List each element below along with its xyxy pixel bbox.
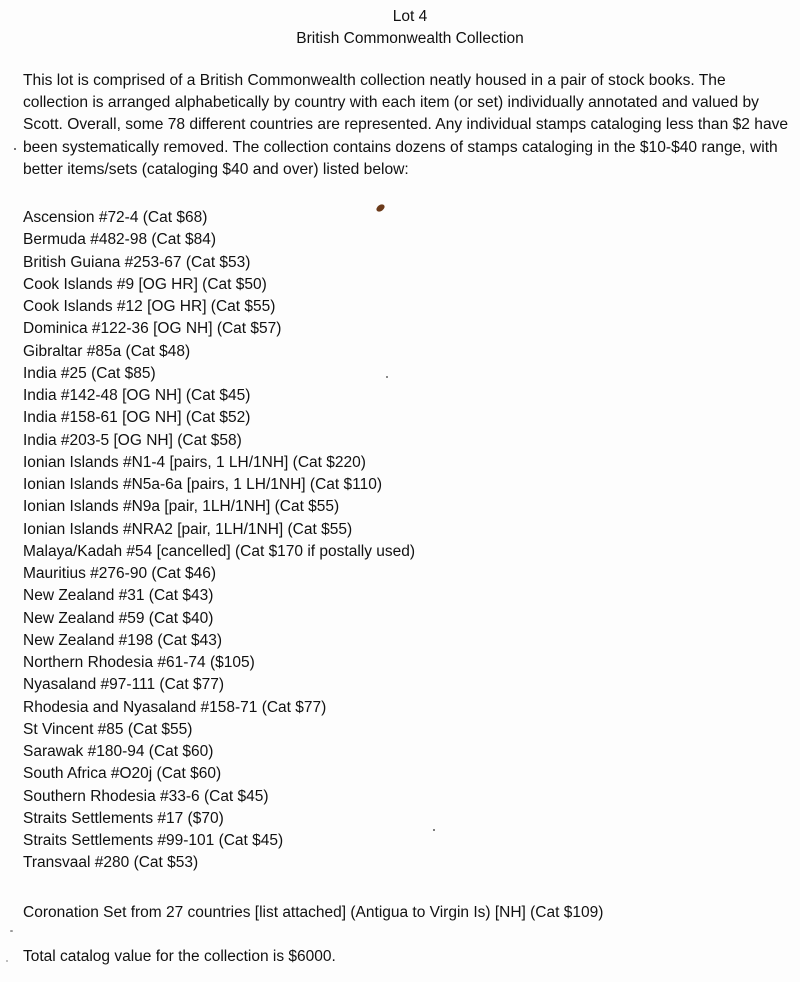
- coronation-set-line: Coronation Set from 27 countries [list attached] (Antigua to Virgin Is) [NH] (Cat $109): [23, 904, 604, 921]
- total-catalog-value: Total catalog value for the collection is $6000.: [23, 948, 336, 965]
- list-item: Cook Islands #12 [OG HR] (Cat $55): [23, 298, 276, 315]
- list-item: Rhodesia and Nyasaland #158-71 (Cat $77): [23, 698, 327, 716]
- list-item: Northern Rhodesia #61-74 ($105): [23, 654, 255, 671]
- scan-blemish: [10, 930, 13, 932]
- list-item: New Zealand #31 (Cat $43): [23, 587, 214, 605]
- list-item: Bermuda #482-98 (Cat $84): [23, 231, 217, 249]
- list-item: New Zealand #59 (Cat $40): [23, 609, 214, 627]
- list-item: New Zealand #198 (Cat $43): [23, 631, 223, 649]
- scan-blemish: [6, 960, 8, 962]
- list-item: Ascension #72-4 (Cat $68): [23, 209, 208, 226]
- lot-description: This lot is comprised of a British Commonwealth collection neatly housed in a pair of stock books. The collection is arranged alphabetically by country with each item (or set) individually annotated and valued by Scott. Overall, some 78 different countries are represented. Any individual stamps cataloging less than $2 have been systematically removed. The collection contains dozens of stamps cataloging in the $10-$40 range, with better items/sets (cataloging $40 and over) listed below:: [23, 72, 789, 178]
- list-item: India #158-61 [OG NH] (Cat $52): [23, 409, 251, 427]
- list-item: Ionian Islands #N5a-6a [pairs, 1 LH/1NH] (Cat $110): [23, 476, 382, 493]
- list-item: Transvaal #280 (Cat $53): [23, 854, 199, 872]
- lot-number: Lot 4: [392, 8, 428, 25]
- scan-blemish: [386, 376, 388, 378]
- list-item: Straits Settlements #99-101 (Cat $45): [23, 832, 284, 849]
- list-item: India #142-48 [OG NH] (Cat $45): [23, 387, 251, 404]
- list-item: Ionian Islands #N1-4 [pairs, 1 LH/1NH] (Cat $220): [23, 453, 366, 471]
- lot-header: [0, 6, 800, 50]
- list-item: Straits Settlements #17 ($70): [23, 809, 224, 827]
- scan-blemish: [433, 829, 435, 831]
- list-item: British Guiana #253-67 (Cat $53): [23, 253, 251, 271]
- list-item: South Africa #O20j (Cat $60): [23, 765, 222, 783]
- list-item: Nyasaland #97-111 (Cat $77): [23, 676, 225, 694]
- list-item: Gibraltar #85a (Cat $48): [23, 342, 191, 360]
- lot-title: British Commonwealth Collection: [296, 30, 524, 47]
- list-item: Mauritius #276-90 (Cat $46): [23, 565, 216, 582]
- list-item: Ionian Islands #NRA2 [pair, 1LH/1NH] (Cat $55): [23, 520, 353, 538]
- scan-blemish: [14, 148, 16, 150]
- list-item: St Vincent #85 (Cat $55): [23, 720, 193, 738]
- list-item: Dominica #122-36 [OG NH] (Cat $57): [23, 320, 282, 338]
- list-item: Sarawak #180-94 (Cat $60): [23, 743, 214, 760]
- list-item: Malaya/Kadah #54 [cancelled] (Cat $170 if postally used): [23, 542, 416, 560]
- list-item: India #203-5 [OG NH] (Cat $58): [23, 431, 242, 449]
- list-item: India #25 (Cat $85): [23, 364, 156, 382]
- list-item: Cook Islands #9 [OG HR] (Cat $50): [23, 275, 267, 293]
- list-item: Southern Rhodesia #33-6 (Cat $45): [23, 787, 269, 805]
- item-list: [23, 207, 415, 875]
- list-item: Ionian Islands #N9a [pair, 1LH/1NH] (Cat $55): [23, 498, 340, 516]
